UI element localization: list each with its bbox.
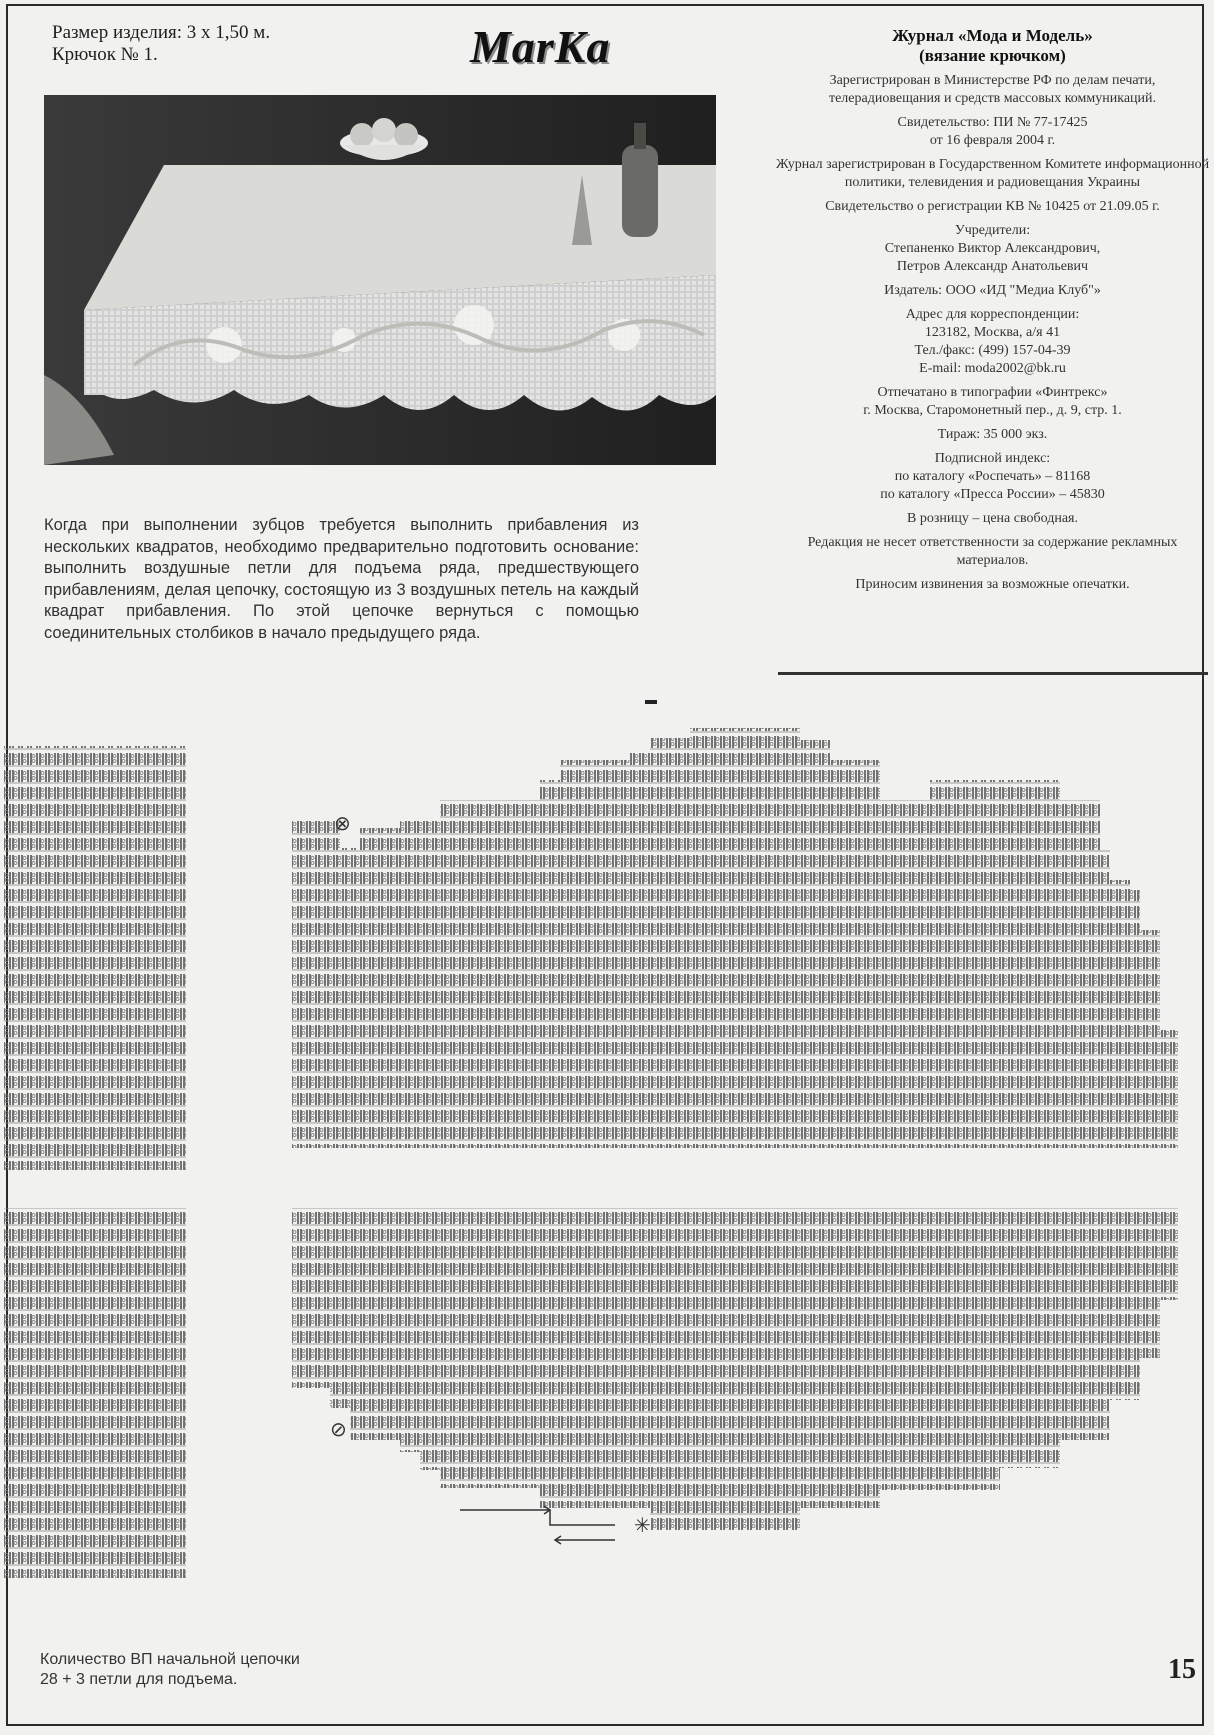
- tablecloth-photo-graphic: [44, 95, 716, 465]
- registration-ministry: Зарегистрирован в Министерстве РФ по делам печати, телерадиовещания и средств массовых коммуникаций.: [828, 73, 1157, 106]
- page-number: 15: [1168, 1654, 1196, 1685]
- disclaimer: Редакция не несет ответственности за содержание рекламных материалов.: [807, 535, 1178, 568]
- index-rospechat: по каталогу «Роспечать» – 81168: [894, 469, 1091, 484]
- founder-2: Петров Александр Анатольевич: [896, 259, 1089, 274]
- index-label: Подписной индекс:: [934, 451, 1051, 466]
- size-line: Размер изделия: 3 х 1,50 м.: [52, 22, 271, 43]
- chain-note: [40, 1650, 300, 1690]
- publisher: Издатель: ООО «ИД "Медиа Клуб"»: [884, 283, 1101, 298]
- chart-left-upper: [4, 746, 186, 1170]
- hook-line: Крючок № 1.: [52, 44, 158, 65]
- phone: Тел./факс: (499) 157-04-39: [914, 343, 1071, 358]
- email: E-mail: moda2002@bk.ru: [919, 361, 1066, 376]
- base-marker: ✳: [634, 1513, 651, 1537]
- founders-label: Учредители:: [954, 223, 1031, 238]
- chart-main-upper: [292, 728, 1178, 1148]
- end-marker: ⊘: [330, 1417, 347, 1441]
- crochet-chart-graphic: [0, 700, 1214, 1640]
- certificate-date: от 16 февраля 2004 г.: [929, 133, 1056, 148]
- marka-logo: MarKa: [470, 21, 611, 72]
- section-divider: [778, 672, 1208, 675]
- intro-paragraph: Когда при выполнении зубцов требуется выполнить прибавления из нескольких квадратов, необходимо предварительно подготовить основание: выполнить воздушные петли для подъема ряда, предшествующего прибавлениям, делая цепочку, состоящую из 3 воздушных петель на каждый квадрат прибавления. По этой цепочке вернуться с помощью соединительных столбиков в начало предыдущего ряда.: [44, 516, 639, 642]
- registration-ukraine-certificate: Свидетельство о регистрации КВ № 10425 от 21.09.05 г.: [825, 199, 1160, 214]
- row-direction-arrows: [460, 1506, 615, 1544]
- chart-left-lower: [4, 1208, 186, 1578]
- journal-title: Журнал «Мода и Модель»: [892, 26, 1093, 45]
- chain-line-1: Количество ВП начальной цепочки: [40, 1651, 300, 1668]
- chain-line-2: 28 + 3 петли для подъема.: [40, 1671, 238, 1688]
- chart-main-lower: [292, 1208, 1178, 1530]
- printed-label: Отпечатано в типографии «Финтрекс»: [877, 385, 1108, 400]
- index-pressa-rossii: по каталогу «Пресса России» – 45830: [880, 487, 1105, 502]
- journal-subtitle: (вязание крючком): [919, 46, 1066, 65]
- chart-corner-mark: [645, 700, 657, 704]
- printed-address: г. Москва, Старомонетный пер., д. 9, стр. 1.: [863, 403, 1122, 418]
- tablecloth-photo: [44, 95, 716, 465]
- apology: Приносим извинения за возможные опечатки.: [855, 577, 1130, 592]
- size-spec: [52, 22, 270, 66]
- retail-price: В розницу – цена свободная.: [907, 511, 1078, 526]
- founder-1: Степаненко Виктор Александрович,: [884, 241, 1101, 256]
- registration-ukraine: Журнал зарегистрирован в Государственном Комитете информационной политики, телевидения и радиовещания Украины: [775, 157, 1210, 190]
- certificate: Свидетельство: ПИ № 77-17425: [897, 115, 1088, 130]
- address-label: Адрес для корреспонденции:: [905, 307, 1080, 322]
- crochet-chart: [0, 700, 1214, 1640]
- address: 123182, Москва, а/я 41: [924, 325, 1061, 340]
- journal-imprint: [775, 26, 1210, 594]
- start-marker: ⊗: [334, 811, 351, 835]
- circulation: Тираж: 35 000 экз.: [937, 427, 1048, 442]
